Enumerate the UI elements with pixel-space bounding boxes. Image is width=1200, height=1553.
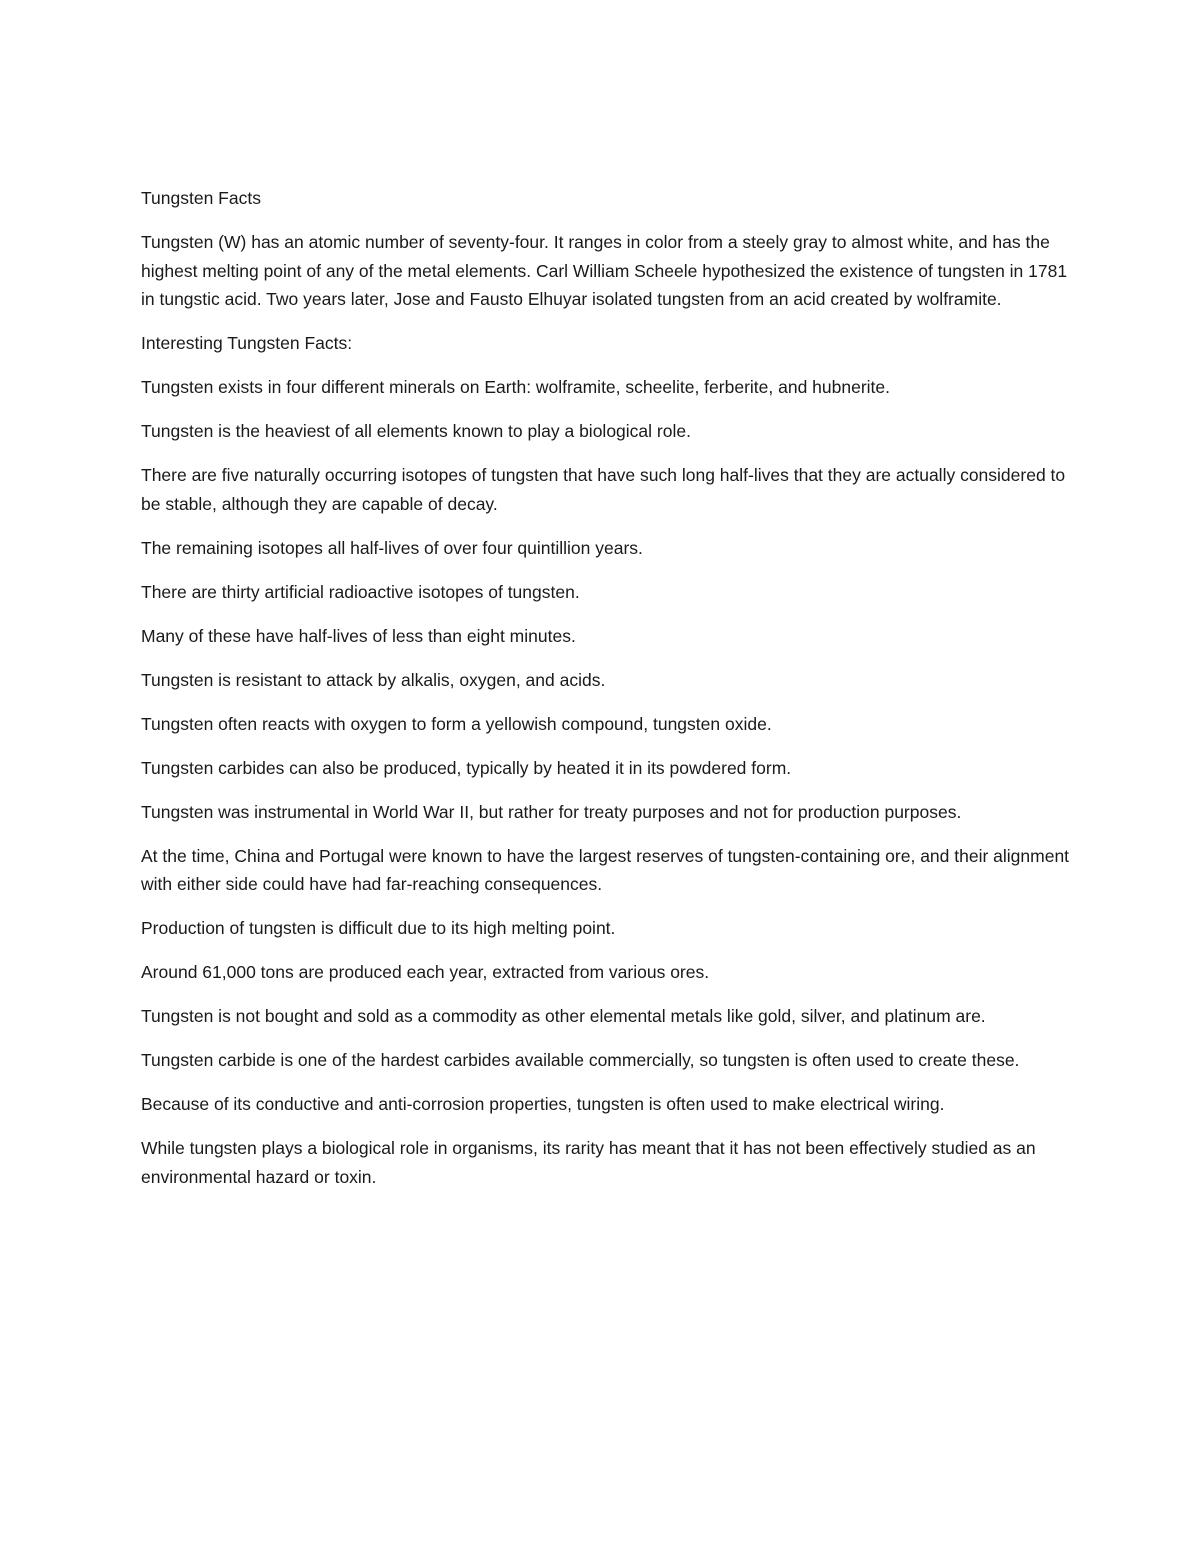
fact-paragraph: The remaining isotopes all half-lives of over four quintillion years.	[141, 537, 643, 558]
fact-paragraph: Around 61,000 tons are produced each year, extracted from various ores.	[141, 962, 710, 982]
document-title: Tungsten Facts	[141, 188, 261, 208]
document-body	[141, 184, 1071, 1207]
fact-paragraph: Production of tungsten is difficult due to its high melting point.	[141, 918, 616, 938]
fact-paragraph: Tungsten is resistant to attack by alkalis, oxygen, and acids.	[141, 669, 606, 690]
fact-paragraph: Tungsten is not bought and sold as a commodity as other elemental metals like gold, silver, and platinum are.	[141, 1006, 986, 1026]
fact-paragraph: Many of these have half-lives of less than eight minutes.	[141, 625, 576, 646]
fact-paragraph: Tungsten carbides can also be produced, typically by heated it in its powdered form.	[141, 757, 792, 778]
fact-paragraph: Tungsten exists in four different minerals on Earth: wolframite, scheelite, ferberite, and hubnerite.	[141, 377, 890, 397]
intro-paragraph: Tungsten (W) has an atomic number of seventy-four. It ranges in color from a steely gray to almost white, and has the highest melting point of any of the metal elements. Carl William Scheele hypothesized the existence of tungsten in 1781 in tungstic acid. Two years later, Jose and Fausto Elhuyar isolated tungsten from an acid created by wolframite.	[141, 232, 1068, 309]
fact-paragraph: Tungsten is the heaviest of all elements known to play a biological role.	[141, 421, 691, 441]
fact-paragraph: Because of its conductive and anti-corrosion properties, tungsten is often used to make electrical wiring.	[141, 1094, 945, 1114]
fact-paragraph: While tungsten plays a biological role in organisms, its rarity has meant that it has not been effectively studied as an environmental hazard or toxin.	[141, 1138, 1036, 1187]
fact-paragraph: Tungsten carbide is one of the hardest carbides available commercially, so tungsten is often used to create these.	[141, 1050, 1020, 1070]
fact-paragraph: At the time, China and Portugal were known to have the largest reserves of tungsten-containing ore, and their alignment with either side could have had far-reaching consequences.	[141, 845, 1070, 894]
fact-paragraph: Tungsten was instrumental in World War II, but rather for treaty purposes and not for production purposes.	[141, 801, 962, 822]
facts-subheading: Interesting Tungsten Facts:	[141, 333, 353, 353]
fact-paragraph: There are five naturally occurring isotopes of tungsten that have such long half-lives that they are actually considered to be stable, although they are capable of decay.	[141, 465, 1066, 514]
fact-paragraph: There are thirty artificial radioactive isotopes of tungsten.	[141, 581, 580, 602]
fact-paragraph: Tungsten often reacts with oxygen to form a yellowish compound, tungsten oxide.	[141, 713, 772, 734]
